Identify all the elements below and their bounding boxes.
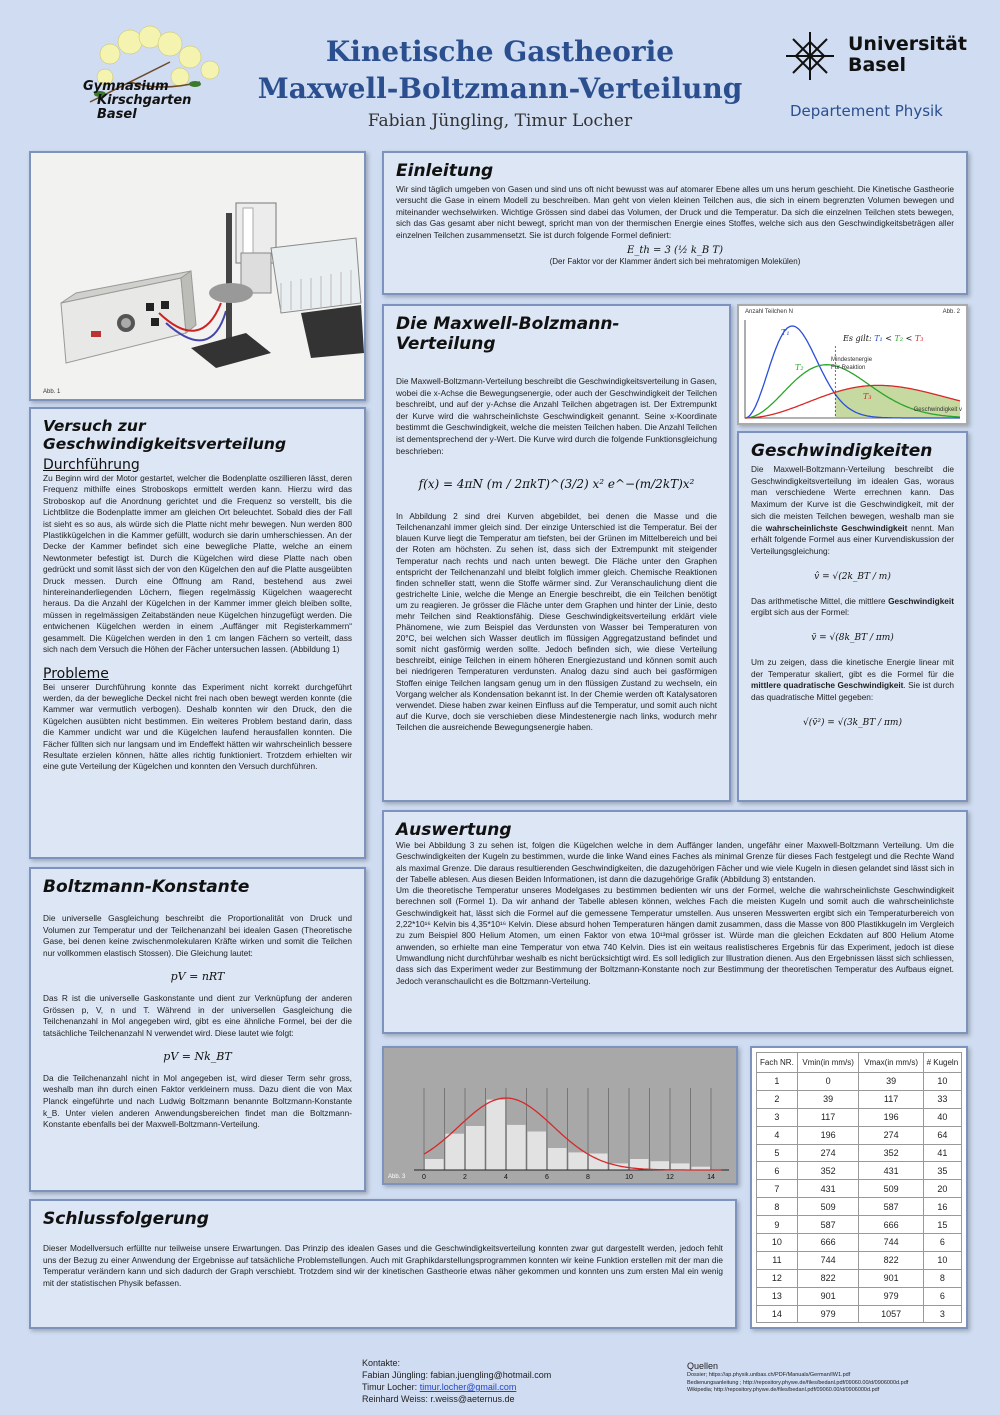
formula-rms: √(v̄²) = √(3k_BT / πm) (803, 717, 902, 728)
figure-1-caption: Abb. 1 (43, 389, 61, 395)
table-cell: 10 (757, 1234, 798, 1252)
authors: Fabian Jüngling, Timur Locher (367, 111, 633, 131)
table-cell: 12 (757, 1269, 798, 1287)
fig2-caption: Abb. 2 (942, 309, 960, 315)
table-header-cell: Vmax(in mm/s) (859, 1053, 923, 1073)
schluss-text: Dieser Modellversuch erfüllte nur teilweise unsere Erwartungen. Das Prinzip des idealen Gases und die Geschwindigkeitsverteilung konnten zwar gut dargestellt werden, jedoch fehlt uns der Bezug zu einer Anwendung der Ergebnisse auf tatsächliche Problemstellungen. Auch mit Graphikdarstellungsprogrammen konnten wir keine Funktion erstellen mit der man die Temperatur verändern kann und sich dadurch der Graph verschiebt. Trotzdem sind wir der kinetischen Gastheorie etwas näher gekommen und konnten uns zum ersten Mal ein wenig mit der statistischen Physik befassen. (43, 1243, 723, 1289)
table-cell: 13 (757, 1287, 798, 1305)
footer-sources: Quellen Dossier; https://ap.physik.unibas.ch/PDF/Manuals/German/IW1.pdf Bedienungsanleitung ; http://repository.phywe.de/files/bedanl.pdf/09060.00/d/0906000d.pdf Wikipedia; http://repository.phywe.de/files/bedanl.pdf/09060.00/d/0906000d.pdf (687, 1361, 909, 1393)
table-cell: 6 (923, 1234, 961, 1252)
table-cell: 117 (859, 1090, 923, 1108)
geschw-text-2: Das arithmetische Mittel, die mittlere Geschwindigkeit ergibt sich aus der Formel: (751, 595, 954, 618)
durchfuehrung-heading: Durchführung (43, 457, 140, 473)
boltzmann-title: Boltzmann-Konstante (43, 877, 250, 897)
legend-t2: T₂ (894, 334, 904, 343)
histogram-bar (507, 1125, 526, 1170)
table-row (757, 1126, 962, 1144)
boltzmann-text-2: Das R ist die universelle Gaskonstante und dient zur Verknüpfung der anderen Grössen p, V, n und T. Während in der universellen Gasgleichung die Teilchenanzahl in Mol angegeben wird, gibt es eine ähnliche Formel, bei der die tatsächliche Teilchenanzahl N verwendet wird. Diese lautet wie folgt: (43, 992, 352, 1038)
table-cell: 6 (923, 1287, 961, 1305)
einleitung-title: Einleitung (396, 161, 494, 181)
histogram-bar (651, 1161, 670, 1170)
geschw-text-1: Die Maxwell-Boltzmann-Verteilung beschreibt die Geschwindigkeitsverteilung im idealen Gas, woraus man verschiedene Werte errechnen kann. Das Maximum der Kurve ist die Geschwindigkeit, mit der sich die meisten Teilchen bewegen, weshalb man sie die wahrscheinlichste Geschwindigkeit nennt. Man erhält folgende Formel aus einer Kurvendiskussion der Verteilungsgleichung: (751, 464, 954, 556)
table-cell: 15 (923, 1216, 961, 1234)
label-t3: T₃ (863, 392, 872, 401)
table-cell: 64 (923, 1126, 961, 1144)
versuch-text-2: Bei unserer Durchführung konnte das Experiment nicht korrekt durchgeführt werden, da der bewegliche Deckel nicht frei nach oben bewegt werden konnte (die Kammer war vermutlich verbogen). Deshalb konnten wir den Druck, den die Kügelchen ausübten nicht bestimmen. Ein weiteres Problem bestand darin, dass die Kammer undicht war und die Kügelchen laufend herausfallen konnten. Die Fächer füllten sich nur langsam und im Endeffekt hätten wir wahrscheinlich bessere Resultate erzielen können, hätte alles richtig funktioniert. Trotzdem erhielten wir eine gute Verteilung der Kügelchen und konnten den Versuch durchführen. (43, 681, 352, 772)
table-row (757, 1090, 962, 1108)
table-cell: 1 (757, 1073, 798, 1091)
fig3-x-tick: 0 (422, 1174, 426, 1181)
histogram-bar (548, 1148, 567, 1170)
maxwell-formula: f(x) = 4πN (m / 2πkT)^(3/2) x² e^−(m/2kT)x² (418, 477, 695, 492)
histogram-bar (569, 1152, 588, 1170)
fig3-x-tick: 12 (666, 1174, 674, 1181)
department: Departement Physik (790, 102, 943, 120)
table-cell: 40 (923, 1108, 961, 1126)
section-maxwell (382, 304, 731, 802)
table-cell: 6 (757, 1162, 798, 1180)
versuch-title: Versuch zur Geschwindigkeitsverteilung (43, 417, 287, 453)
table-row (757, 1269, 962, 1287)
table-cell: 33 (923, 1090, 961, 1108)
table-cell: 822 (797, 1269, 859, 1287)
einleitung-note: (Der Faktor vor der Klammer ändert sich bei mehratomigen Molekülen) (549, 257, 801, 267)
figure-3-photo (382, 1046, 738, 1185)
fig2-threshold-label: Mindestenergie Für Reaktion (831, 357, 873, 371)
table-row (757, 1073, 962, 1091)
thermal-energy-formula: E_th = 3 (½ k_B T) (627, 245, 723, 257)
maxwell-text-1: Die Maxwell-Boltzmann-Verteilung beschreibt die Geschwindigkeitsverteilung in Gasen, wobei die x-Achse die Bewegungsenergie, oder auch der Geschwindigkeit der Teilchen beschreibt, und auf der y-Achse die Anzahl Teilchen abgetragen ist. Der Extrempunkt der Kurve wird die wahrscheinlichste Geschwindigkeit genannt. Seine x-Koordinate bestimmt die Geschwindigkeit, welche die meisten Teilchen haben. Die Anzahl Teilchen ist dementsprechend der y-Wert. Die Kurve wird durch die folgende Funktionsgleichung beschrieben: (396, 376, 717, 456)
section-einleitung (382, 151, 968, 295)
table-header-cell: Fach NR. (757, 1053, 798, 1073)
table-cell: 35 (923, 1162, 961, 1180)
table-cell: 20 (923, 1180, 961, 1198)
footer-contacts: Kontakte: Fabian Jüngling: fabian.juengling@hotmail.com Timur Locher: timur.locher@gmail.com Reinhard Weiss: r.weiss@aeternus.de (362, 1358, 552, 1404)
schluss-title: Schlussfolgerung (43, 1209, 209, 1229)
uni-basel-star-icon (782, 28, 838, 84)
table-cell: 509 (797, 1198, 859, 1216)
table-row (757, 1216, 962, 1234)
label-t2: T₂ (795, 363, 804, 372)
fig2-xlabel: Geschwindigkeit v (913, 407, 962, 413)
table-cell: 196 (859, 1108, 923, 1126)
table-cell: 3 (757, 1108, 798, 1126)
section-auswertung (382, 810, 968, 1034)
legend-t1: T₁ (874, 334, 883, 343)
maxwell-text-2: In Abbildung 2 sind drei Kurven abgebildet, bei denen die Masse und die Teilchenanzahl immer gleich sind. Der einzige Unterschied ist die Temperatur. Bei der blauen Kurve liegt die Temperatur am tiefsten, bei der Grünen im Mittelbereich und bei der Roten am höchsten. Zu sehen ist, dass sich der Extrempunkt mit steigender Temperatur nach rechts und nach unten bewegt. Die Fläche unter den Graphen entspricht der Teilchenanzahl und bleibt folglich immer gleich. Chemische Reaktionen finden schneller statt, wenn die Stoffe wärmer sind. Zur Veranschaulichung dient die gestrichelte Linie, welche die Menge an Energie beschreibt, die ein Teilchen benötigt um zu reagieren. Je grösser die Fläche unter dem Graphen und hinter der Linie, desto mehr Teilchen sind Reaktionsfähig. Diese Geschwindigkeitsverteilung erklärt viele Phänomene, wie zum Beispiel das Verdunsten von Wasser bei Temperaturen von 20°C, bei welchen sich Wasser deutlich im flüssigen Aggregatzustand befindet und somit nicht gasförmig werden sollte. Jedoch befinden sich, wie diese Verteilung beschreibt, einige Teilchen in einem höheren Energiezustand und können somit auch bei niedrigeren Temperaturen verdunsten. Analog dazu sind auch bei gasförmigen Stoffen einige Teilchen langsam genug um in den flüssigen Zustand zu wechseln, ein Vorgang welcher als Kondensation bekannt ist. In der Chemie werden oft Katalysatoren verwendet. Diese haben zwar keinen Einfluss auf die Temperatur, und somit auch nicht auf die Kurve, doch sie verschieben diese Mindestenergie nach links, wodurch mehr Teilchen die ausreichende Bewegungsenergie haben. (396, 511, 718, 732)
table-cell: 196 (797, 1126, 859, 1144)
table-cell: 666 (797, 1234, 859, 1252)
fig3-x-tick: 14 (707, 1174, 715, 1181)
table-cell: 979 (859, 1287, 923, 1305)
auswertung-text-1: Wie bei Abbildung 3 zu sehen ist, folgen die Kügelchen welche in dem Auffänger landen, ungefähr einer Maxwell-Boltzmann Verteilung. Um die Geschwindigkeiten der Kugeln zu bestimmen, wurde die linke Wand eines Faches als minimal Grenze für dieses Fach festgelegt und die Rechte Wand als maximal Grenze. Die daraus resultierenden Geschwindigkeiten, die dazugehörigen Fächer und wie viele Kugeln in diesen gelandet sind lässt sich in der Tabelle ablesen. Aus diesen Beiden Informationen, ist dann die dazugehörige Grafik (Abbildung 3) entstanden. (396, 840, 954, 884)
table-cell: 352 (859, 1144, 923, 1162)
table-cell: 16 (923, 1198, 961, 1216)
formula-boltzmann: pV = Nk_BT (163, 1049, 232, 1063)
fig3-x-tick: 2 (463, 1174, 467, 1181)
auswertung-text-2: Um die theoretische Temperatur unseres Modelgases zu bestimmen bedienten wir uns der Formel, welche die wahrscheinlichste Geschwindigkeit berechnen soll (Formel 1). Da wir anhand der Tabelle ablesen können, welches Fach die meisten Kugeln und somit auch die wahrscheinlichste Geschwindigkeit hat, lässt sich die Formel auf die gemessene Temperatur umstellen. Aus unseren Messwerten ergibt sich ein Temperaturbereich von 2,22*10¹⁶ Kelvin bis 4,35*10¹⁶ Kelvin. Diese absurd hohen Temperaturen hängen damit zusammen, dass die Masse von 800 Plastikkugeln im Vergleich zu zum Beispiel 800 Helium Atomen, um einen Faktor von etwa 10¹³mal grösser ist. Würde man die gleichen Eckdaten auf 800 Helium Atome anwenden, so erhielte man eine Temperatur von etwa 740 Kelvin. Dies ist ein weitaus realistischeres Ergebnis für das Experiment, jedoch ist diese Umwandlung nicht durchführbar weshalb es nicht berücksichtigt wird. Es soll lediglich zur Illustration dienen. Aus den Ergebnissen lässt sich schliessen, dass sich das Experiment weder zur Bestimmung der Boltzmann-Konstante noch zur Bestimmung der theoretischen Temperatur des Aufbaus eignet. Jedoch veranschaulicht es die Boltzmann-Verteilung. (396, 885, 954, 986)
versuch-text-1: Zu Beginn wird der Motor gestartet, welcher die Bodenplatte oszillieren lässt, deren Frequenz mithilfe eines Stroboskops ermittelt werden kann. Hierzu wird das Stroboskop auf die Anordnung gerichtet und die Frequenz so verstellt, bis die Lichtblitze die Bodenplatte immer am gleichen Ort beleuchtet. Sobald dies der Fall ist sieht es so aus, als würde sich die Platte nicht mehr bewegen. Nun werden 800 Plastikkügelchen in die Kammer gefüllt, wodurch sie darin umherschiessen. An der Decke der Kammer befindet sich eine bewegliche Platte, welche an einem Newtonmeter befestigt ist. Durch die Kügelchen wird diese Platte nach oben gedrückt und somit lässt sich der von den Kügelchen den auf die Platte ausgeübten Druck messen. Durch eine Öffnung am Rand, bestehend aus zwei hintereinanderliegenden Löchern, fliegen regelmässig Kügelchen waagerecht heraus. Da die Anzahl der Kügelchen in der Kammer immer gleich bleiben sollte, müssen in regelmässigen Zeitabständen neue Kügelchen hinzugefügt werden. Die entwichenen Kügelchen werden in einem „Auffänger mit Registerkammern“ gesammelt. Die Kügelchen werden in den 1 cm langen Fächern so verteilt, dass sich nach dem Versuch die Höhen der Fächer untersuchen lassen. (Abbildung 1) (43, 473, 352, 655)
table-cell: 431 (859, 1162, 923, 1180)
table-cell: 4 (757, 1126, 798, 1144)
school-name: Gymnasium Kirschgarten Basel (83, 79, 192, 122)
fig3-x-tick: 4 (504, 1174, 508, 1181)
table-cell: 7 (757, 1180, 798, 1198)
table-cell: 979 (797, 1305, 859, 1323)
geschw-title: Geschwindigkeiten (751, 441, 933, 461)
fig3-x-tick: 6 (545, 1174, 549, 1181)
histogram-photo-plot (384, 1048, 736, 1183)
table-cell: 587 (859, 1198, 923, 1216)
university-logo: Universität Basel (782, 28, 982, 98)
histogram-bar (487, 1100, 506, 1170)
section-boltzmann (29, 867, 366, 1192)
section-schlussfolgerung (29, 1199, 737, 1329)
table-row (757, 1234, 962, 1252)
table-cell: 274 (859, 1126, 923, 1144)
formula-ideal-gas: pV = nRT (170, 969, 225, 983)
table-cell: 5 (757, 1144, 798, 1162)
table-cell: 9 (757, 1216, 798, 1234)
section-versuch (29, 407, 366, 859)
table-cell: 744 (859, 1234, 923, 1252)
probleme-heading: Probleme (43, 665, 109, 682)
legend-t3: T₃ (914, 334, 924, 343)
table-cell: 8 (923, 1269, 961, 1287)
maxwell-title: Die Maxwell-Bolzmann-Verteilung (396, 314, 620, 354)
boltzmann-text-1: Die universelle Gasgleichung beschreibt die Proportionalität von Druck und Volumen zur Temperatur und der Teilchenanzahl bei idealen Gasen (Theoretische Gase, bei denen keine zwischenmolekularen Kräfte wirken und somit die Teilchen nur vollkommen elastisch Stossen). Die Gleichung lautet: (43, 913, 352, 959)
section-geschwindigkeiten (737, 431, 968, 802)
formula-most-probable: v̂ = √(2k_BT / m) (814, 571, 891, 582)
table-cell: 117 (797, 1108, 859, 1126)
reaction-area (835, 385, 960, 418)
table-cell: 39 (859, 1073, 923, 1091)
table-cell: 11 (757, 1251, 798, 1269)
table-cell: 1057 (859, 1305, 923, 1323)
histogram-bar (528, 1132, 547, 1171)
figure-3-caption: Abb. 3 (388, 1174, 406, 1180)
table-row (757, 1305, 962, 1323)
table-cell: 744 (797, 1251, 859, 1269)
fig2-ylabel: Anzahl Teilchen N (745, 309, 793, 315)
table-cell: 666 (859, 1216, 923, 1234)
boltzmann-text-3: Da die Teilchenanzahl nicht in Mol angegeben ist, wird dieser Term sehr gross, weshalb man ihn durch einen Faktor verkleinern muss. Dazu dient die von Max Planck eingeführte und nach Ludwig Boltzmann benannte Boltzmann-Konstante k_B. Unter vielen anderen Anwendungsbereichen findet man die Boltzmann-Konstante ebenfalls bei der Maxwell-Boltzmann-Verteilung. (43, 1072, 352, 1130)
apparatus-illustration (31, 153, 364, 399)
table-row (757, 1108, 962, 1126)
table-cell: 2 (757, 1090, 798, 1108)
table-cell: 41 (923, 1144, 961, 1162)
histogram-bar (425, 1159, 444, 1170)
table-cell: 352 (797, 1162, 859, 1180)
label-t1: T₁ (781, 328, 790, 337)
histogram-bar (466, 1126, 485, 1170)
histogram-bar (446, 1134, 465, 1170)
fig2-legend: Es gilt: T₁ < T₂ < T₃ (843, 334, 924, 343)
table-row (757, 1198, 962, 1216)
table-cell: 901 (797, 1287, 859, 1305)
histogram-bar (671, 1163, 690, 1170)
auswertung-title: Auswertung (396, 820, 512, 840)
table-cell: 431 (797, 1180, 859, 1198)
table-cell: 10 (923, 1251, 961, 1269)
table-cell: 274 (797, 1144, 859, 1162)
data-table (756, 1052, 962, 1323)
einleitung-text: Wir sind täglich umgeben von Gasen und sind uns oft nicht bewusst was auf atomarer Ebene alles um uns herum geschieht. Die Kinetische Gastheorie versucht die Gase in einem Modell zu beschreiben. Man geht von vielen kleinen Teilchen aus, die sich in einem begrenzten Volumen bewegen und miteinander wechselwirken. Wichtige Grössen sind dabei das Volumen, der Druck und die Temperatur. Da sich die einzelnen Teilchen stets bewegen, sich das Gas gesamt aber nicht bewegt, spricht man von der thermischen Energie eines Stoffes, welche sich aus den Geschwindigkeitsbeträgen aller einzelnen Teilchen zusammensetzt. Sie ist durch folgende Formel definiert: (396, 184, 954, 240)
table-header-cell: # Kugeln (923, 1053, 961, 1073)
table-cell: 0 (797, 1073, 859, 1091)
table-cell: 8 (757, 1198, 798, 1216)
table-row (757, 1180, 962, 1198)
table-cell: 3 (923, 1305, 961, 1323)
table-cell: 10 (923, 1073, 961, 1091)
fig3-x-tick: 8 (586, 1174, 590, 1181)
geschw-text-3: Um zu zeigen, dass die kinetische Energie linear mit der Temperatur skaliert, gibt es die Formel für die mittlere quadratische Geschwindigkeit. Sie ist durch das quadratische Mittel gegeben: (751, 657, 955, 703)
table-header-cell: Vmin(in mm/s) (797, 1053, 859, 1073)
table-row (757, 1162, 962, 1180)
table-cell: 587 (797, 1216, 859, 1234)
table-cell: 39 (797, 1090, 859, 1108)
table-cell: 901 (859, 1269, 923, 1287)
table-cell: 509 (859, 1180, 923, 1198)
figure-1-photo (29, 151, 366, 401)
poster-title: Kinetische Gastheorie Maxwell-Boltzmann-Verteilung Fabian Jüngling, Timur Locher (250, 34, 750, 134)
table-cell: 14 (757, 1305, 798, 1323)
data-table-box (750, 1046, 968, 1329)
figure-2-chart (737, 304, 968, 425)
formula-mean: v̄ = √(8k_BT / πm) (811, 633, 894, 644)
table-cell: 822 (859, 1251, 923, 1269)
table-row (757, 1251, 962, 1269)
table-row (757, 1287, 962, 1305)
email-link[interactable]: timur.locher@gmail.com (419, 1382, 517, 1392)
fig3-x-tick: 10 (625, 1174, 633, 1181)
table-row (757, 1144, 962, 1162)
